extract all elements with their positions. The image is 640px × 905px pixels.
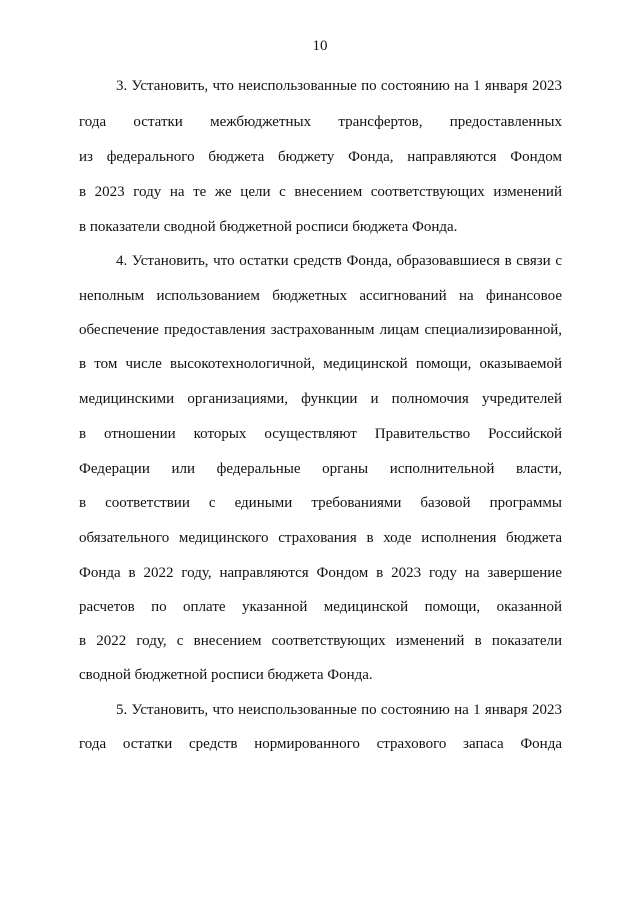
paragraph-line: года остатки межбюджетных трансфертов, предоставленных <box>79 114 562 130</box>
paragraph-line: в соответствии с едиными требованиями базовой программы <box>79 495 562 511</box>
paragraph-line: медицинскими организациями, функции и полномочия учредителей <box>79 391 562 407</box>
paragraph-line: 3. Установить, что неиспользованные по состоянию на 1 января 2023 <box>116 78 562 94</box>
paragraph-line: года остатки средств нормированного страхового запаса Фонда <box>79 736 562 752</box>
paragraph-line: в отношении которых осуществляют Правительство Российской <box>79 426 562 442</box>
paragraph-line: из федерального бюджета бюджету Фонда, направляются Фондом <box>79 149 562 165</box>
page-number: 10 <box>312 38 328 54</box>
paragraph-line: расчетов по оплате указанной медицинской помощи, оказанной <box>79 599 562 615</box>
paragraph-line: 5. Установить, что неиспользованные по состоянию на 1 января 2023 <box>116 702 562 718</box>
paragraph-line: в показатели сводной бюджетной росписи бюджета Фонда. <box>79 219 458 235</box>
paragraph-line: сводной бюджетной росписи бюджета Фонда. <box>79 667 373 683</box>
paragraph-line: в 2023 году на те же цели с внесением соответствующих изменений <box>79 184 562 200</box>
paragraph-line: обеспечение предоставления застрахованным лицам специализированной, <box>79 322 562 338</box>
paragraph-line: 4. Установить, что остатки средств Фонда, образовавшиеся в связи с <box>116 253 562 269</box>
paragraph-line: Федерации или федеральные органы исполнительной власти, <box>79 461 562 477</box>
paragraph-line: обязательного медицинского страхования в ходе исполнения бюджета <box>79 530 562 546</box>
paragraph-line: неполным использованием бюджетных ассигнований на финансовое <box>79 288 562 304</box>
paragraph-line: Фонда в 2022 году, направляются Фондом в 2023 году на завершение <box>79 565 562 581</box>
paragraph-line: в 2022 году, с внесением соответствующих изменений в показатели <box>79 633 562 649</box>
paragraph-line: в том числе высокотехнологичной, медицинской помощи, оказываемой <box>79 356 562 372</box>
